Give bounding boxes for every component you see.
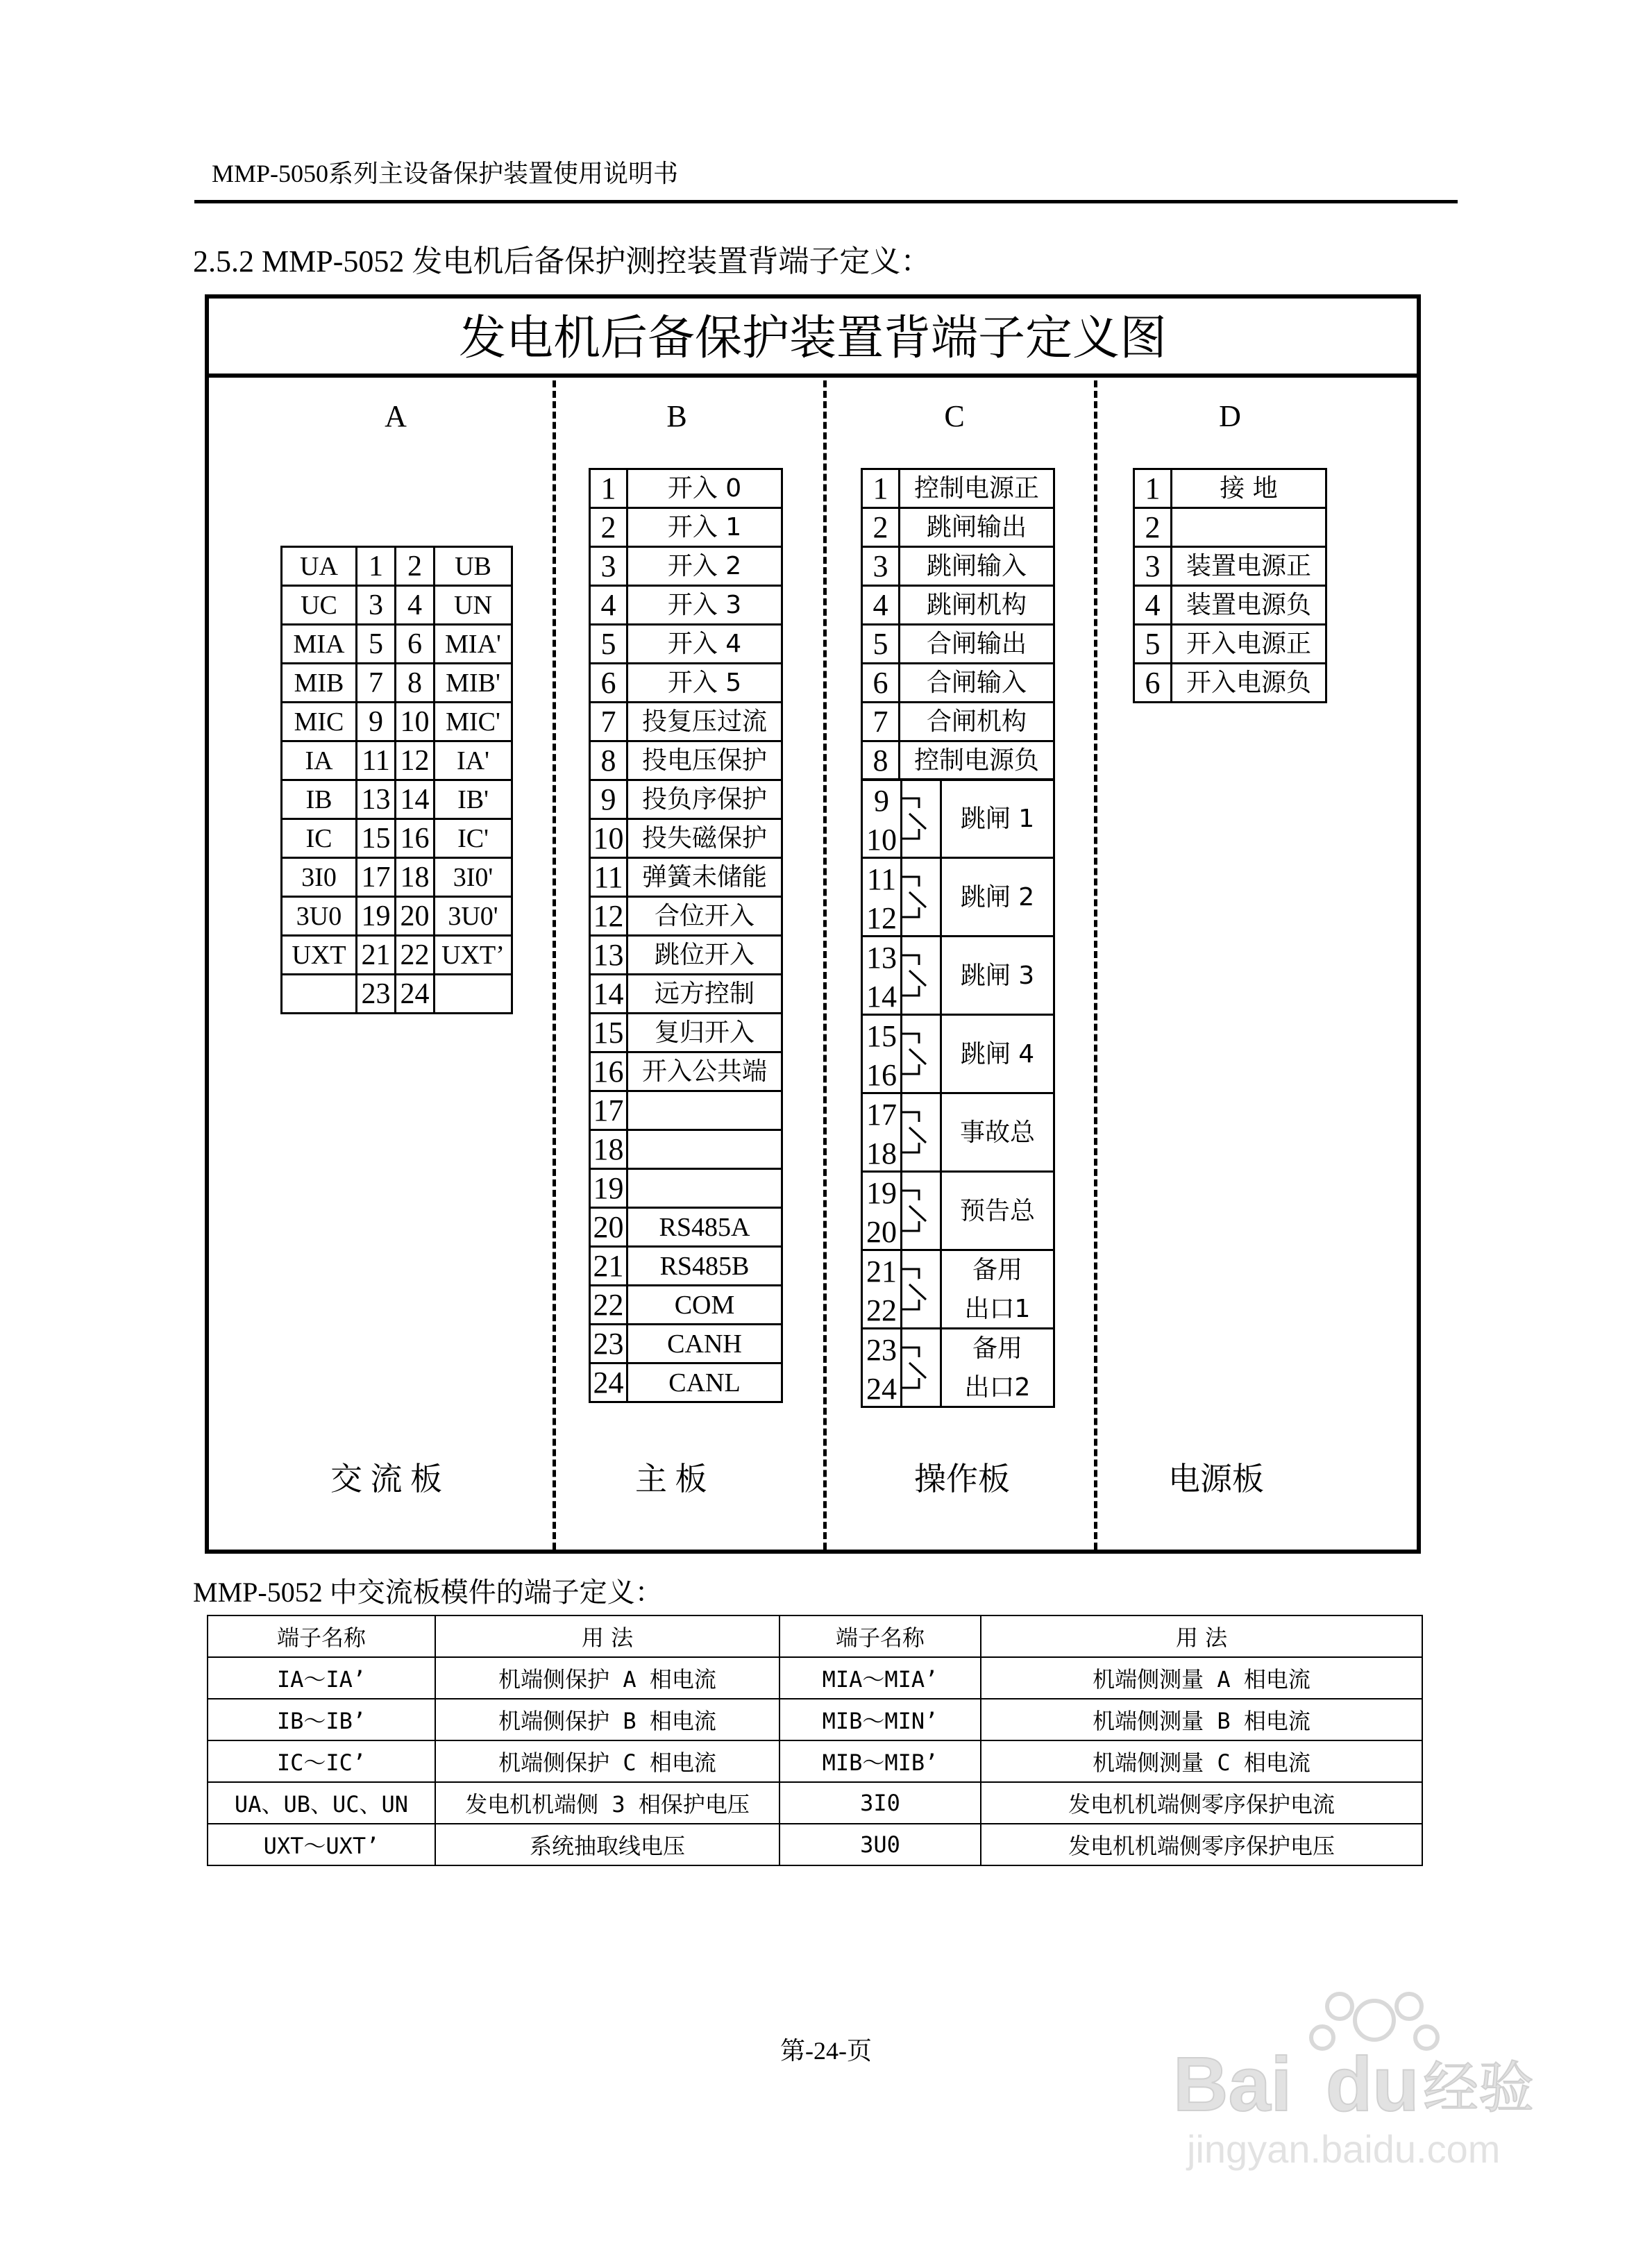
relay-label xyxy=(942,800,1053,839)
terminal-function: 跳位开入 xyxy=(627,936,782,975)
terminal-function xyxy=(627,1091,782,1130)
relay-output xyxy=(863,935,1053,1014)
main-board-terminal-table xyxy=(589,468,783,1403)
terminal-number: 18 xyxy=(590,1130,627,1169)
terminal-function xyxy=(627,1169,782,1208)
terminal-number: 2 xyxy=(1134,508,1172,547)
terminal-row xyxy=(590,469,782,508)
terminal-signal: 3U0' xyxy=(435,897,512,936)
table-cell: 机端侧测量 A 相电流 xyxy=(981,1657,1422,1699)
terminal-number: 19 xyxy=(866,1176,897,1210)
terminal-row xyxy=(862,508,1054,547)
column-d-heading: D xyxy=(1219,399,1241,433)
table-cell: 发电机机端侧 3 相保护电压 xyxy=(435,1782,779,1824)
terminal-number: 1 xyxy=(590,469,627,508)
terminal-function xyxy=(627,1130,782,1169)
terminal-row xyxy=(1134,664,1326,703)
terminal-function: 合闸机构 xyxy=(900,703,1054,741)
terminal-number: 16 xyxy=(396,819,435,858)
column-a-heading: A xyxy=(385,399,407,433)
terminal-number: 6 xyxy=(396,625,435,664)
terminal-number: 3 xyxy=(862,547,900,586)
terminal-number: 13 xyxy=(590,936,627,975)
terminal-number: 23 xyxy=(866,1333,897,1367)
table-row xyxy=(208,1657,1422,1699)
terminal-signal: UXT’ xyxy=(435,936,512,975)
terminal-definition-table xyxy=(207,1615,1423,1866)
column-header: 用 法 xyxy=(981,1615,1422,1657)
relay-contact-icon xyxy=(900,1329,942,1408)
operation-board-label: 操作板 xyxy=(914,1461,1010,1497)
relay-label-line: 出口2 xyxy=(964,1373,1031,1402)
header-divider xyxy=(194,200,1458,203)
table-row xyxy=(208,1740,1422,1782)
terminal-function: 接 地 xyxy=(1172,469,1326,508)
terminal-row xyxy=(862,741,1054,780)
terminal-number: 15 xyxy=(866,1019,897,1053)
terminal-row xyxy=(590,1169,782,1208)
relay-output xyxy=(863,1327,1053,1406)
terminal-function: 开入 0 xyxy=(627,469,782,508)
svg-text:du: du xyxy=(1326,2042,1419,2127)
terminal-number: 1 xyxy=(1134,469,1172,508)
relay-output xyxy=(863,1014,1053,1092)
column-divider xyxy=(823,380,827,1550)
terminal-row xyxy=(590,975,782,1014)
relay-contact-icon xyxy=(900,1251,942,1329)
terminal-signal xyxy=(435,975,512,1014)
terminal-number: 11 xyxy=(357,741,396,780)
terminal-number: 20 xyxy=(866,1215,897,1249)
terminal-signal: UB xyxy=(435,547,512,586)
diagram-title: 发电机后备保护装置背端子定义图 xyxy=(205,294,1421,378)
terminal-row xyxy=(1134,508,1326,547)
terminal-function: 开入 5 xyxy=(627,664,782,703)
relay-label-line: 备用 xyxy=(972,1334,1022,1363)
terminal-number: 4 xyxy=(862,586,900,625)
terminal-number: 2 xyxy=(862,508,900,547)
operation-board-terminal-table xyxy=(861,468,1055,781)
column-divider xyxy=(1094,380,1097,1550)
terminal-row xyxy=(282,741,512,780)
terminal-number: 22 xyxy=(866,1293,897,1327)
terminal-function: 合闸输出 xyxy=(900,625,1054,664)
relay-contact-icon xyxy=(902,859,940,935)
table-cell: 机端侧测量 C 相电流 xyxy=(981,1740,1422,1782)
terminal-function: 开入公共端 xyxy=(627,1052,782,1091)
table-cell: 机端侧测量 B 相电流 xyxy=(981,1699,1422,1740)
terminal-number: 3 xyxy=(357,586,396,625)
terminal-number: 4 xyxy=(1134,586,1172,625)
terminal-number: 8 xyxy=(396,664,435,703)
terminal-function: 开入电源正 xyxy=(1172,625,1326,664)
terminal-signal: MIA' xyxy=(435,625,512,664)
terminal-function: 投负序保护 xyxy=(627,780,782,819)
terminal-row xyxy=(282,625,512,664)
document-header-title: MMP-5050系列主设备保护装置使用说明书 xyxy=(212,160,679,187)
terminal-number: 13 xyxy=(357,780,396,819)
relay-output xyxy=(863,857,1053,935)
terminal-row xyxy=(282,780,512,819)
terminal-signal: 3I0' xyxy=(435,858,512,897)
terminal-number: 18 xyxy=(866,1136,897,1170)
terminal-number: 22 xyxy=(590,1286,627,1325)
terminal-number: 15 xyxy=(590,1014,627,1052)
terminal-number: 14 xyxy=(866,980,897,1014)
relay-label-line: 预告总 xyxy=(959,1197,1035,1225)
relay-contact-icon xyxy=(902,780,940,857)
terminal-function: 跳闸机构 xyxy=(900,586,1054,625)
terminal-signal: IC' xyxy=(435,819,512,858)
terminal-number: 21 xyxy=(357,936,396,975)
watermark-url: jingyan.baidu.com xyxy=(1187,2127,1501,2171)
terminal-row xyxy=(1134,625,1326,664)
terminal-function: 跳闸输入 xyxy=(900,547,1054,586)
terminal-row xyxy=(282,586,512,625)
terminal-row xyxy=(590,1247,782,1286)
terminal-number: 2 xyxy=(590,508,627,547)
terminal-row xyxy=(282,819,512,858)
column-header: 用 法 xyxy=(435,1615,779,1657)
terminal-signal: IB' xyxy=(435,780,512,819)
terminal-function: 投失磁保护 xyxy=(627,819,782,858)
terminal-row xyxy=(590,819,782,858)
relay-contact-icon xyxy=(900,780,942,859)
relay-contact-icon xyxy=(900,1173,942,1251)
relay-output xyxy=(863,778,1053,857)
terminal-number: 5 xyxy=(357,625,396,664)
terminal-row xyxy=(590,1286,782,1325)
terminal-row xyxy=(590,1325,782,1363)
relay-contact-icon xyxy=(900,937,942,1016)
relay-contact-icon xyxy=(902,1329,940,1406)
operation-board-relay-outputs xyxy=(861,778,1055,1408)
relay-label xyxy=(942,1329,1053,1407)
table-cell: 3U0 xyxy=(779,1824,981,1865)
terminal-row xyxy=(590,586,782,625)
terminal-row xyxy=(590,625,782,664)
terminal-number: 21 xyxy=(590,1247,627,1286)
terminal-number: 23 xyxy=(357,975,396,1014)
terminal-number: 6 xyxy=(590,664,627,703)
terminal-number: 18 xyxy=(396,858,435,897)
relay-label-line: 跳闸 4 xyxy=(960,1040,1035,1068)
terminal-row xyxy=(1134,469,1326,508)
terminal-function: CANH xyxy=(627,1325,782,1363)
relay-label-line: 跳闸 2 xyxy=(960,883,1035,912)
relay-output xyxy=(863,1170,1053,1249)
table-cell: 发电机机端侧零序保护电压 xyxy=(981,1824,1422,1865)
terminal-number: 14 xyxy=(396,780,435,819)
terminal-row xyxy=(282,936,512,975)
terminal-signal: IA xyxy=(282,741,357,780)
terminal-function: 跳闸输出 xyxy=(900,508,1054,547)
column-b-heading: B xyxy=(666,399,687,433)
terminal-function: 投复压过流 xyxy=(627,703,782,741)
terminal-row xyxy=(590,1130,782,1169)
baidu-jingyan-watermark-logo xyxy=(1166,1972,1555,2180)
terminal-row xyxy=(1134,586,1326,625)
terminal-function: 复归开入 xyxy=(627,1014,782,1052)
terminal-signal: MIB xyxy=(282,664,357,703)
terminal-signal: MIC xyxy=(282,703,357,741)
terminal-number: 10 xyxy=(396,703,435,741)
terminal-function: COM xyxy=(627,1286,782,1325)
terminal-signal: UC xyxy=(282,586,357,625)
ac-board-label: 交 流 板 xyxy=(330,1461,442,1497)
terminal-number: 17 xyxy=(866,1098,897,1132)
table-row xyxy=(208,1782,1422,1824)
terminal-number: 9 xyxy=(874,784,889,818)
terminal-signal: IC xyxy=(282,819,357,858)
terminal-function: 合位开入 xyxy=(627,897,782,936)
terminal-number: 20 xyxy=(590,1208,627,1247)
terminal-row xyxy=(862,547,1054,586)
terminal-number: 23 xyxy=(590,1325,627,1363)
terminal-number: 3 xyxy=(1134,547,1172,586)
terminal-signal: 3I0 xyxy=(282,858,357,897)
terminal-number: 6 xyxy=(1134,664,1172,703)
terminal-number: 5 xyxy=(1134,625,1172,664)
terminal-number: 7 xyxy=(357,664,396,703)
relay-label xyxy=(942,878,1053,917)
relay-contact-icon xyxy=(902,1016,940,1092)
svg-text:Bai: Bai xyxy=(1173,2042,1292,2127)
terminal-function: 开入 2 xyxy=(627,547,782,586)
relay-contact-icon xyxy=(900,859,942,937)
main-board-label: 主 板 xyxy=(635,1461,707,1497)
relay-label xyxy=(942,1035,1053,1074)
terminal-number: 17 xyxy=(590,1091,627,1130)
terminal-signal: 3U0 xyxy=(282,897,357,936)
terminal-number: 24 xyxy=(590,1363,627,1402)
page-number: 第-24-页 xyxy=(780,2037,872,2065)
terminal-signal: UXT xyxy=(282,936,357,975)
terminal-number: 21 xyxy=(866,1254,897,1289)
relay-label xyxy=(942,1114,1053,1152)
terminal-function: 装置电源负 xyxy=(1172,586,1326,625)
terminal-row xyxy=(590,703,782,741)
relay-label-line: 备用 xyxy=(972,1256,1022,1284)
terminal-number: 12 xyxy=(396,741,435,780)
terminal-number: 22 xyxy=(396,936,435,975)
terminal-number: 16 xyxy=(590,1052,627,1091)
column-header: 端子名称 xyxy=(208,1615,435,1657)
terminal-number: 19 xyxy=(590,1169,627,1208)
terminal-number: 9 xyxy=(357,703,396,741)
terminal-number: 15 xyxy=(357,819,396,858)
terminal-function: 开入 4 xyxy=(627,625,782,664)
terminal-function: 开入电源负 xyxy=(1172,664,1326,703)
terminal-number: 20 xyxy=(396,897,435,936)
table-cell: MIB～MIN’ xyxy=(779,1699,981,1740)
terminal-number: 10 xyxy=(866,823,897,857)
terminal-signal: IB xyxy=(282,780,357,819)
relay-label xyxy=(942,1251,1053,1329)
table-header-row xyxy=(208,1615,1422,1657)
definitions-caption: MMP-5052 中交流板模件的端子定义： xyxy=(193,1577,663,1608)
table-cell: MIB～MIB’ xyxy=(779,1740,981,1782)
power-board-terminal-table xyxy=(1133,468,1327,703)
relay-contact-icon xyxy=(902,1173,940,1249)
terminal-row xyxy=(590,664,782,703)
terminal-row xyxy=(590,508,782,547)
terminal-number: 9 xyxy=(590,780,627,819)
relay-label-line: 跳闸 3 xyxy=(960,962,1035,990)
terminal-function: 控制电源正 xyxy=(900,469,1054,508)
relay-output xyxy=(863,1092,1053,1170)
table-cell: 发电机机端侧零序保护电流 xyxy=(981,1782,1422,1824)
terminal-number: 2 xyxy=(396,547,435,586)
terminal-function: 弹簧未储能 xyxy=(627,858,782,897)
terminal-signal xyxy=(282,975,357,1014)
terminal-number: 19 xyxy=(357,897,396,936)
relay-label xyxy=(942,1192,1053,1231)
terminal-signal: MIB' xyxy=(435,664,512,703)
table-cell: 机端侧保护 B 相电流 xyxy=(435,1699,779,1740)
relay-contact-icon xyxy=(900,1016,942,1094)
terminal-function: 开入 3 xyxy=(627,586,782,625)
terminal-number: 3 xyxy=(590,547,627,586)
power-board-label: 电源板 xyxy=(1168,1461,1264,1497)
terminal-row xyxy=(590,547,782,586)
terminal-row xyxy=(590,1208,782,1247)
terminal-number: 12 xyxy=(590,897,627,936)
terminal-number: 1 xyxy=(862,469,900,508)
terminal-number: 17 xyxy=(357,858,396,897)
terminal-row xyxy=(590,1014,782,1052)
terminal-number: 12 xyxy=(866,901,897,935)
terminal-row xyxy=(862,664,1054,703)
terminal-function: 投电压保护 xyxy=(627,741,782,780)
terminal-row xyxy=(590,741,782,780)
table-cell: 机端侧保护 C 相电流 xyxy=(435,1740,779,1782)
terminal-number: 7 xyxy=(590,703,627,741)
terminal-row xyxy=(590,858,782,897)
terminal-row xyxy=(590,780,782,819)
terminal-row xyxy=(590,1052,782,1091)
terminal-number: 8 xyxy=(590,741,627,780)
relay-contact-icon xyxy=(900,1094,942,1173)
terminal-signal: MIA xyxy=(282,625,357,664)
ac-board-terminal-table xyxy=(280,546,513,1014)
terminal-row xyxy=(862,586,1054,625)
relay-label-line: 跳闸 1 xyxy=(960,805,1035,833)
table-row xyxy=(208,1824,1422,1865)
terminal-signal: MIC' xyxy=(435,703,512,741)
terminal-number: 10 xyxy=(590,819,627,858)
relay-output xyxy=(863,1249,1053,1327)
terminal-row xyxy=(590,897,782,936)
terminal-number: 16 xyxy=(866,1058,897,1092)
terminal-number: 11 xyxy=(866,862,897,896)
column-divider xyxy=(553,380,556,1550)
terminal-row xyxy=(282,858,512,897)
relay-label xyxy=(942,957,1053,996)
column-c-heading: C xyxy=(944,399,965,433)
terminal-function: 远方控制 xyxy=(627,975,782,1014)
table-cell: UXT～UXT’ xyxy=(208,1824,435,1865)
terminal-row xyxy=(1134,547,1326,586)
terminal-function: 开入 1 xyxy=(627,508,782,547)
terminal-signal: UA xyxy=(282,547,357,586)
table-cell: UA、UB、UC、UN xyxy=(208,1782,435,1824)
svg-text:经验: 经验 xyxy=(1423,2056,1534,2120)
terminal-row xyxy=(862,703,1054,741)
relay-contact-icon xyxy=(902,1094,940,1170)
terminal-row xyxy=(590,936,782,975)
section-heading: 2.5.2 MMP-5052 发电机后备保护测控装置背端子定义： xyxy=(193,244,932,278)
terminal-number: 5 xyxy=(590,625,627,664)
terminal-number: 4 xyxy=(590,586,627,625)
terminal-row xyxy=(862,625,1054,664)
table-cell: 机端侧保护 A 相电流 xyxy=(435,1657,779,1699)
terminal-function: 装置电源正 xyxy=(1172,547,1326,586)
terminal-number: 24 xyxy=(866,1372,897,1406)
terminal-function xyxy=(1172,508,1326,547)
column-header: 端子名称 xyxy=(779,1615,981,1657)
terminal-number: 7 xyxy=(862,703,900,741)
terminal-number: 11 xyxy=(590,858,627,897)
terminal-function: RS485B xyxy=(627,1247,782,1286)
terminal-function: RS485A xyxy=(627,1208,782,1247)
terminal-function: 控制电源负 xyxy=(900,741,1054,780)
terminal-row xyxy=(590,1363,782,1402)
terminal-number: 8 xyxy=(862,741,900,780)
terminal-row xyxy=(862,469,1054,508)
table-row xyxy=(208,1699,1422,1740)
terminal-number: 1 xyxy=(357,547,396,586)
terminal-signal: IA' xyxy=(435,741,512,780)
terminal-number: 24 xyxy=(396,975,435,1014)
terminal-number: 14 xyxy=(590,975,627,1014)
terminal-function: 合闸输入 xyxy=(900,664,1054,703)
terminal-row xyxy=(590,1091,782,1130)
relay-label-line: 出口1 xyxy=(964,1295,1031,1323)
table-cell: 系统抽取线电压 xyxy=(435,1824,779,1865)
table-cell: IC～IC’ xyxy=(208,1740,435,1782)
relay-contact-icon xyxy=(902,937,940,1014)
terminal-function: CANL xyxy=(627,1363,782,1402)
terminal-number: 4 xyxy=(396,586,435,625)
terminal-row xyxy=(282,703,512,741)
table-cell: IB～IB’ xyxy=(208,1699,435,1740)
terminal-row xyxy=(282,664,512,703)
relay-label-line: 事故总 xyxy=(959,1118,1035,1147)
terminal-signal: UN xyxy=(435,586,512,625)
table-cell: IA～IA’ xyxy=(208,1657,435,1699)
terminal-row xyxy=(282,897,512,936)
terminal-number: 5 xyxy=(862,625,900,664)
terminal-row xyxy=(282,975,512,1014)
terminal-row xyxy=(282,547,512,586)
table-cell: MIA～MIA’ xyxy=(779,1657,981,1699)
terminal-number: 13 xyxy=(866,941,897,975)
table-cell: 3I0 xyxy=(779,1782,981,1824)
terminal-number: 6 xyxy=(862,664,900,703)
relay-contact-icon xyxy=(902,1251,940,1327)
